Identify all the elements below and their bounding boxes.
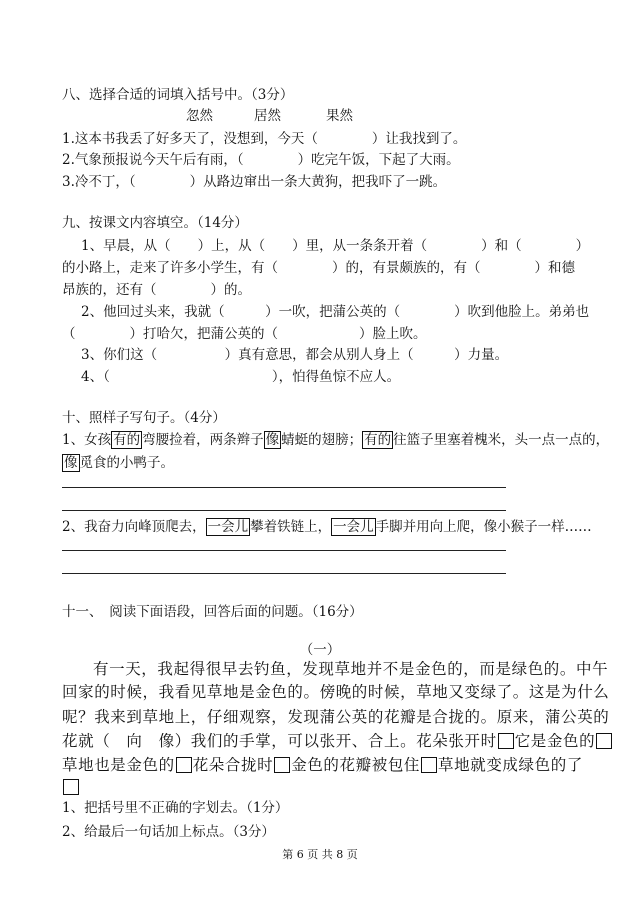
text: 攀着铁链上， — [250, 519, 332, 535]
punctuation-box[interactable] — [596, 733, 612, 749]
question-8-3: 3.冷不丁，（ ）从路边窜出一条大黄狗，把我吓了一跳。 — [62, 174, 447, 190]
section-9-title: 九、按课文内容填空。（14分） — [62, 215, 248, 231]
fill-line-7: 4、（ ），怕得鱼惊不应人。 — [81, 369, 401, 385]
text: 花就（ 向 像）我们的手掌，可以张开、合上。花朵张开时 — [62, 732, 497, 750]
punctuation-box[interactable] — [63, 779, 79, 795]
passage-part-label: （一） — [299, 642, 341, 658]
text: 手脚并用向上爬，像小猴子一样…… — [375, 519, 592, 535]
question-11-2: 2、给最后一句话加上标点。（3分） — [62, 824, 275, 840]
example-sentence-1-cont — [62, 454, 174, 472]
text: 蜻蜓的翅膀； — [281, 432, 363, 448]
punctuation-box[interactable] — [274, 757, 290, 773]
question-8-2: 2.气象预报说今天午后有雨，（ ）吃完午饭，下起了大雨。 — [62, 152, 460, 168]
text: 它是金色的 — [514, 732, 596, 750]
answer-line[interactable] — [62, 510, 506, 511]
text: 草地就变成绿色的了 — [438, 756, 583, 774]
question-8-1: 1.这本书我丢了好多天了，没想到，今天（ ）让我找到了。 — [62, 131, 467, 147]
text: 2、我奋力向峰顶爬去， — [62, 519, 206, 535]
punctuation-box[interactable] — [498, 733, 514, 749]
boxed-word: 有的 — [364, 432, 392, 448]
boxed-word: 像 — [265, 432, 280, 448]
passage-line-4 — [62, 732, 613, 750]
question-11-1: 1、把括号里不正确的字划去。（1分） — [62, 800, 289, 816]
example-sentence-1 — [62, 431, 609, 449]
answer-line[interactable] — [62, 550, 506, 551]
passage-line-1: 有一天，我起得很早去钓鱼，发现草地并不是金色的，而是绿色的。中午 — [93, 660, 609, 678]
boxed-word: 像 — [64, 455, 78, 471]
text: 1、女孩 — [62, 432, 112, 448]
fill-line-5: （ ）打哈欠，把蒲公英的（ ）脸上吹。 — [62, 326, 427, 342]
answer-line[interactable] — [62, 487, 506, 488]
text: 往篮子里塞着槐米，头一点一点的， — [393, 432, 610, 448]
text: 草地也是金色的 — [62, 756, 175, 774]
choice-word: 果然 — [326, 108, 353, 124]
example-sentence-2 — [62, 518, 592, 536]
text: 弯腰捡着，两条辫子 — [142, 432, 264, 448]
choice-word: 忽然 — [186, 108, 213, 124]
page-footer: 第 6 页 共 8 页 — [282, 848, 358, 861]
boxed-word: 一会儿 — [333, 519, 374, 535]
punctuation-box[interactable] — [421, 757, 437, 773]
fill-line-3: 昂族的，还有（ ）的。 — [62, 282, 251, 298]
passage-line-6 — [62, 778, 80, 796]
section-11-title: 十一、 阅读下面语段，回答后面的问题。（16分） — [62, 604, 363, 620]
punctuation-box[interactable] — [176, 757, 192, 773]
section-8-title: 八、选择合适的词填入括号中。（3分） — [62, 87, 294, 103]
fill-line-1: 1、早晨，从（ ）上，从（ ）里，从一条条开着（ ）和（ ） — [81, 238, 590, 254]
boxed-word: 一会儿 — [207, 519, 249, 535]
choice-word: 居然 — [254, 108, 281, 124]
fill-line-6: 3、你们这（ ）真有意思，都会从别人身上（ ）力量。 — [81, 347, 509, 363]
passage-line-2: 回家的时候，我看见草地是金色的。傍晚的时候，草地又变绿了。这是为什么 — [62, 683, 610, 701]
text: 金色的花瓣被包住 — [291, 756, 421, 774]
fill-line-4: 2、他回过头来，我就（ ）一吹，把蒲公英的（ ）吹到他脸上。弟弟也 — [81, 304, 590, 320]
answer-line[interactable] — [62, 573, 506, 574]
text: 花朵合拢时 — [192, 756, 274, 774]
fill-line-2: 的小路上，走来了许多小学生，有（ ）的，有景颇族的，有（ ）和德 — [62, 260, 575, 276]
boxed-word: 有的 — [113, 432, 141, 448]
section-10-title: 十、照样子写句子。（4分） — [62, 410, 226, 426]
text: 觅食的小鸭子。 — [79, 455, 174, 471]
passage-line-3: 呢？我来到草地上，仔细观察，发现蒲公英的花瓣是合拢的。原来，蒲公英的 — [62, 708, 610, 726]
passage-line-5 — [62, 756, 583, 774]
